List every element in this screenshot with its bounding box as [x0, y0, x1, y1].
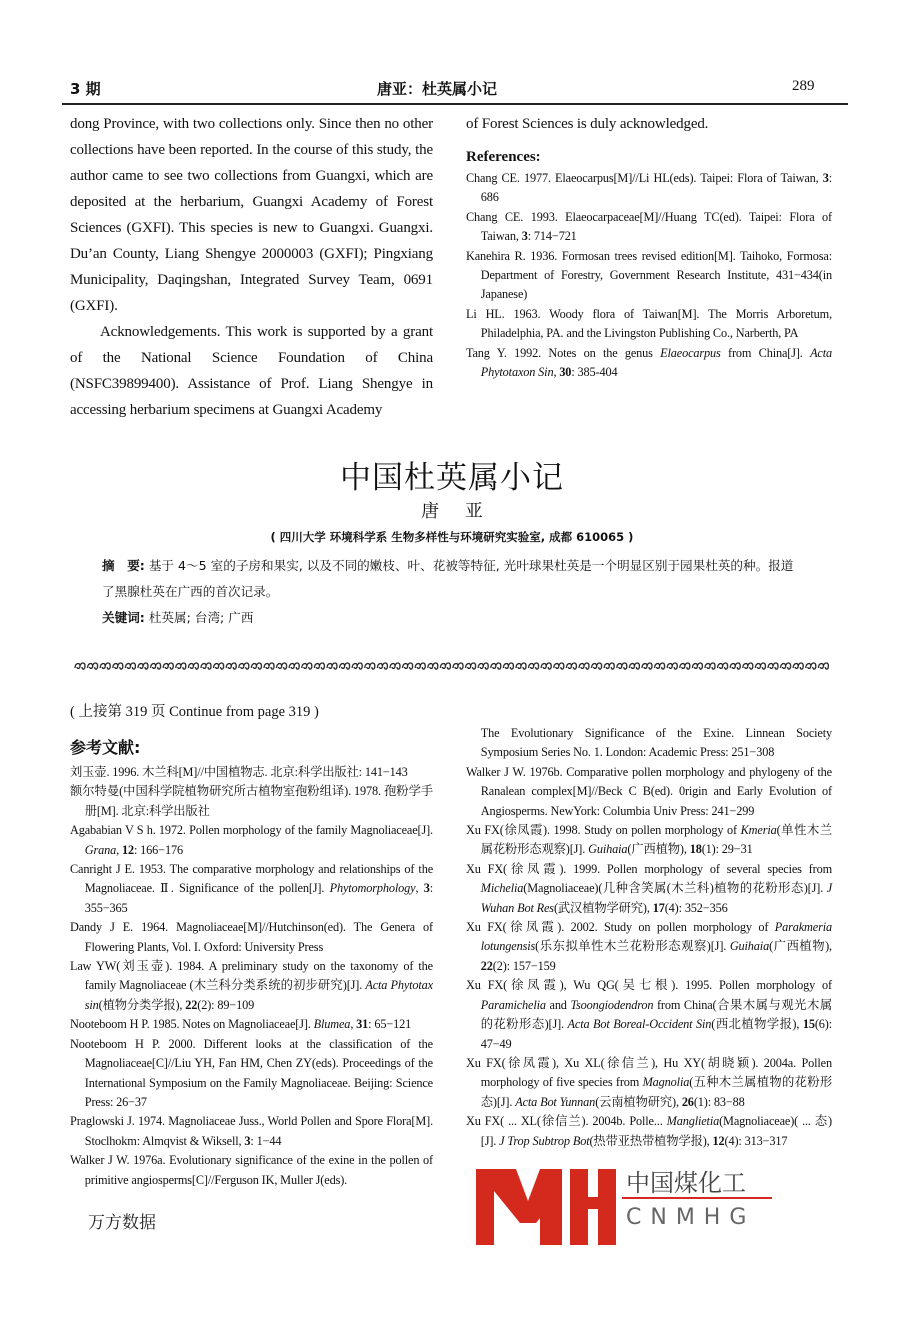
reference-text: Xu FX(徐凤霞), Wu QG(吴七根). 1995. Pollen morphology of — [466, 978, 832, 993]
watermark-mh-icon — [476, 1161, 616, 1245]
reference-text: Guihaia — [588, 842, 628, 857]
reference-text: Tang Y. 1992. Notes on the genus — [466, 345, 661, 360]
reference-text: 刘玉壶. 1996. 木兰科[M]//中国植物志. 北京:科学出版社: 141−143 — [70, 765, 408, 779]
reference-text: (广西植物), — [627, 842, 690, 857]
paragraph: of Forest Sciences is duly acknowledged. — [466, 116, 709, 132]
watermark-en-text: CNMHG — [626, 1204, 756, 1230]
reference-text: Agababian V S h. 1972. Pollen morphology of the family Magnoliaceae[J]. — [70, 823, 433, 838]
reference-item — [466, 208, 832, 247]
references-right-column — [466, 724, 832, 1245]
reference-text: Michelia — [480, 881, 524, 896]
reference-text: 12 — [121, 842, 134, 857]
reference-text: Grana — [84, 842, 117, 857]
paragraph: dong Province, with two collections only. Since then no other collections have been reported. In the course of this study, the author came to see two collections from Guangxi, which are deposited at the herbarium, Guangxi Academy of Forest Sciences (GXFI). This species is new to Guangxi. Guangxi. Du’an County, Liang Shengye 2000003 (GXFI); Pingxiang Municipality, Daqingshan, Integrated Survey Team, 0691 (GXFI). — [70, 116, 433, 314]
reference-text: from China(合果木属与观光木属的花粉形态)[J]. — [480, 997, 833, 1032]
reference-text: 3 — [423, 881, 430, 896]
reference-text: Magnolia — [642, 1075, 690, 1090]
reference-text: , — [553, 365, 560, 380]
reference-text: , — [116, 842, 122, 857]
reference-text: (西北植物学报), — [711, 1017, 803, 1032]
reference-continuation — [466, 724, 832, 763]
keywords-text: 杜英属; 台湾; 广西 — [144, 610, 254, 625]
reference-text: Chang CE. 1993. Elaeocarpaceae[M]//Huang TC(ed). Taipei: Flora of Taiwan, — [466, 209, 832, 244]
reference-text: 22 — [480, 958, 493, 973]
reference-text: 18 — [689, 842, 702, 857]
running-title: 唐亚：杜英属小记 — [376, 80, 497, 98]
reference-item — [466, 763, 832, 821]
reference-text: Paramichelia — [480, 997, 546, 1012]
reference-text: (1): 29−31 — [701, 842, 753, 857]
reference-text: 26 — [681, 1094, 694, 1109]
header-rule — [62, 103, 848, 105]
footer-source: 万方数据 — [88, 1212, 156, 1233]
abstract-text: 基于 4～5 室的子房和果实, 以及不同的嫩枝、叶、花被等特征, 光叶球果杜英是一个明显区别于园果杜英的种。报道了黑腺杜英在广西的首次记录。 — [102, 558, 794, 599]
reference-item — [70, 1112, 433, 1151]
reference-text: 17 — [652, 900, 665, 915]
reference-text: : 1−44 — [250, 1133, 282, 1148]
reference-text: Walker J W. 1976b. Comparative pollen morphology and phylogeny of the Ranalean complex[M]//Beck C B(ed). 0rigin and Early Evolution of Angiosperms. NewYork: Columbia Univ Press: 241−299 — [466, 764, 832, 818]
reference-text: (Magnoliaceae)( ... 态)[J]. — [480, 1114, 832, 1148]
reference-text: (武汉植物学研究), — [553, 900, 653, 915]
reference-text: , — [350, 1017, 357, 1032]
reference-text: Li HL. 1963. Woody flora of Taiwan[M]. The Morris Arboretum, Philadelphia, PA. and the Livingston Publishing Co., Narberth, PA — [466, 306, 832, 341]
references-heading-cn: 参考文献: — [70, 738, 141, 757]
reference-text: Acta Phytotax sin — [84, 978, 433, 1012]
reference-text: Manglietia — [666, 1114, 720, 1129]
reference-item — [466, 305, 832, 344]
reference-item — [466, 918, 832, 976]
reference-text: Tsoongiodendron — [570, 997, 654, 1012]
reference-text: Canright J E. 1953. The comparative morphology and relationships of the Magnoliaceae. Ⅱ. Significance of the pollen[J]. — [70, 862, 433, 896]
reference-text: Kanehira R. 1936. Formosan trees revised edition[M]. Taihoko, Formosa: Department of Forestry, Government Research Institute, 431−434(in Japanese) — [466, 248, 832, 302]
reference-text: Xu FX(徐凤霞). 1998. Study on pollen morphology of — [466, 823, 741, 838]
reference-item — [70, 763, 433, 782]
acknowledgements-paragraph: Acknowledgements. This work is supported by a grant of the National Science Foundation of China (NSFC39899400). Assistance of Prof. Liang Shengye in accessing herbarium specimens at Guangxi Academy — [70, 324, 433, 418]
watermark-logo — [476, 1161, 836, 1245]
reference-item — [466, 169, 832, 208]
page-number: 289 — [792, 78, 815, 94]
prev-article-left-column — [70, 111, 433, 423]
reference-item — [466, 821, 832, 860]
article-title: 中国杜英属小记 — [340, 460, 564, 496]
reference-text: (4): 313−317 — [724, 1133, 788, 1148]
reference-text: J Trop Subtrop Bot — [499, 1133, 590, 1148]
reference-text: (1): 83−88 — [693, 1094, 745, 1109]
reference-item — [70, 1151, 433, 1190]
reference-text: Law YW(刘玉壶). 1984. A preliminary study on the taxonomy of the family Magnoliaceae (木兰科分类系统的初步研究)[J]. — [70, 959, 433, 993]
reference-item — [466, 1054, 832, 1112]
reference-item — [70, 1035, 433, 1113]
reference-item — [70, 860, 433, 918]
reference-text: Acta Bot Yunnan — [515, 1094, 596, 1109]
reference-text: (2): 89−109 — [197, 997, 255, 1012]
reference-text: Praglowski J. 1974. Magnoliaceae Juss., World Pollen and Spore Flora[M]. Stoclhokm: Almqvist & Wiksell, — [70, 1114, 433, 1148]
watermark-rule — [622, 1197, 772, 1199]
reference-text: (乐东拟单性木兰花粉形态观察)[J]. — [535, 939, 730, 954]
continued-note: ( 上接第 319 页 Continue from page 319 ) — [70, 704, 319, 720]
prev-article-right-column — [466, 111, 832, 382]
references-list — [466, 169, 832, 382]
reference-text: 3 — [521, 229, 528, 244]
references-left-list — [70, 763, 433, 1190]
reference-item — [466, 247, 832, 305]
reference-text: 3 — [822, 171, 829, 185]
reference-text: (植物分类学报), — [98, 997, 186, 1012]
reference-text: : 385-404 — [571, 365, 618, 380]
reference-text: Chang CE. 1977. Elaeocarpus[M]//Li HL(eds). Taipei: Flora of Taiwan, — [466, 171, 823, 185]
reference-text: J Wuhan Bot Res — [480, 881, 832, 915]
reference-text: (五种木兰属植物的花粉形态)[J]. — [480, 1075, 833, 1109]
reference-text: Acta Bot Boreal-Occident Sin — [567, 1017, 712, 1032]
reference-text: 额尔特曼(中国科学院植物研究所古植物室孢粉组译). 1978. 孢粉学手册[M]. 北京:科学出版社 — [70, 784, 433, 818]
reference-text: Acta Phytotaxon Sin — [480, 345, 832, 380]
reference-text: 30 — [559, 365, 572, 380]
reference-text: Kmeria — [740, 823, 777, 838]
reference-text: : 714−721 — [527, 229, 577, 244]
reference-text: (广西植物), — [769, 939, 832, 954]
watermark-cn-text: 中国煤化工 — [626, 1168, 746, 1197]
reference-text: (6): 47−49 — [480, 1017, 832, 1051]
references-heading: References: — [466, 149, 541, 165]
reference-text: Xu FX( ... XL(徐信兰). 2004b. Polle... — [466, 1114, 667, 1129]
reference-item — [70, 1015, 433, 1034]
reference-text: 22 — [185, 997, 198, 1012]
reference-item — [466, 1112, 832, 1151]
reference-text: 3 — [244, 1133, 251, 1148]
author-affiliation: ( 四川大学 环境科学系 生物多样性与环境研究实验室, 成都 610065 ) — [270, 530, 634, 544]
issue-number: 3 期 — [70, 80, 101, 98]
reference-text: (2): 157−159 — [492, 958, 556, 973]
reference-text: 31 — [356, 1017, 369, 1032]
reference-text: Nooteboom H P. 2000. Different looks at the classification of the Magnoliaceae[C]//Liu YH, Fan HM, Chen ZY(eds). Proceedings of the International Symposium on the Family Magnoliaceae. Beijing: Science Press: 26−37 — [70, 1036, 433, 1109]
reference-text: Xu FX(徐凤霞). 1999. Pollen morphology of several species from — [466, 861, 832, 876]
reference-item — [70, 821, 433, 860]
reference-text: : 166−176 — [133, 842, 183, 857]
article-author: 唐 亚 — [421, 501, 483, 522]
keywords-label: 关键词: — [102, 610, 145, 625]
reference-text: Guihaia — [729, 939, 770, 954]
abstract-label: 摘 要: — [102, 558, 145, 573]
reference-text: Parakmeria lotungensis — [480, 920, 832, 954]
reference-text: Dandy J E. 1964. Magnoliaceae[M]//Hutchinson(ed). The Genera of Flowering Plants, Vol. I. Oxford: University Press — [70, 920, 433, 954]
reference-text: and — [545, 997, 571, 1012]
reference-item — [466, 976, 832, 1054]
reference-text: , — [415, 881, 424, 896]
reference-text: 12 — [712, 1133, 725, 1148]
reference-text: (Magnoliaceae)(几种含笑属(木兰科)植物的花粉形态)[J]. — [523, 881, 827, 896]
reference-text: Xu FX(徐凤霞), Xu XL(徐信兰), Hu XY(胡晓颖). 2004a. Pollen morphology of five species from — [466, 1055, 832, 1090]
reference-text: Phytomorphology — [329, 881, 416, 896]
reference-text: (热带亚热带植物学报), — [589, 1133, 713, 1148]
reference-text: from China[J]. — [720, 345, 811, 360]
reference-item — [466, 344, 832, 383]
reference-item — [70, 782, 433, 821]
reference-text: Nooteboom H P. 1985. Notes on Magnoliaceae[J]. — [70, 1017, 314, 1032]
reference-text: (云南植物研究), — [595, 1094, 682, 1109]
reference-text: Blumea — [313, 1017, 351, 1032]
ornament-border — [74, 660, 830, 672]
reference-text: Elaeocarpus — [660, 345, 721, 360]
reference-text: Walker J W. 1976a. Evolutionary significance of the exine in the pollen of primitive angiosperms[C]//Ferguson IK, Muller J(eds). — [70, 1153, 433, 1187]
reference-text: (4): 352−356 — [664, 900, 728, 915]
reference-text: 15 — [802, 1017, 815, 1032]
reference-text: : 686 — [480, 171, 832, 205]
reference-text: : 65−121 — [368, 1017, 412, 1032]
reference-text: The Evolutionary Significance of the Exine. Linnean Society Symposium Series No. 1. London: Academic Press: 251−308 — [480, 726, 832, 760]
reference-text: (单性木兰属花粉形态观察)[J]. — [480, 823, 832, 857]
reference-item — [466, 860, 832, 918]
abstract-block — [102, 553, 800, 631]
reference-text: Xu FX(徐凤霞). 2002. Study on pollen morphology of — [466, 920, 775, 935]
reference-text: : 355−365 — [84, 881, 433, 915]
reference-item — [70, 957, 433, 1015]
references-left-column — [70, 763, 433, 1233]
reference-item — [70, 918, 433, 957]
